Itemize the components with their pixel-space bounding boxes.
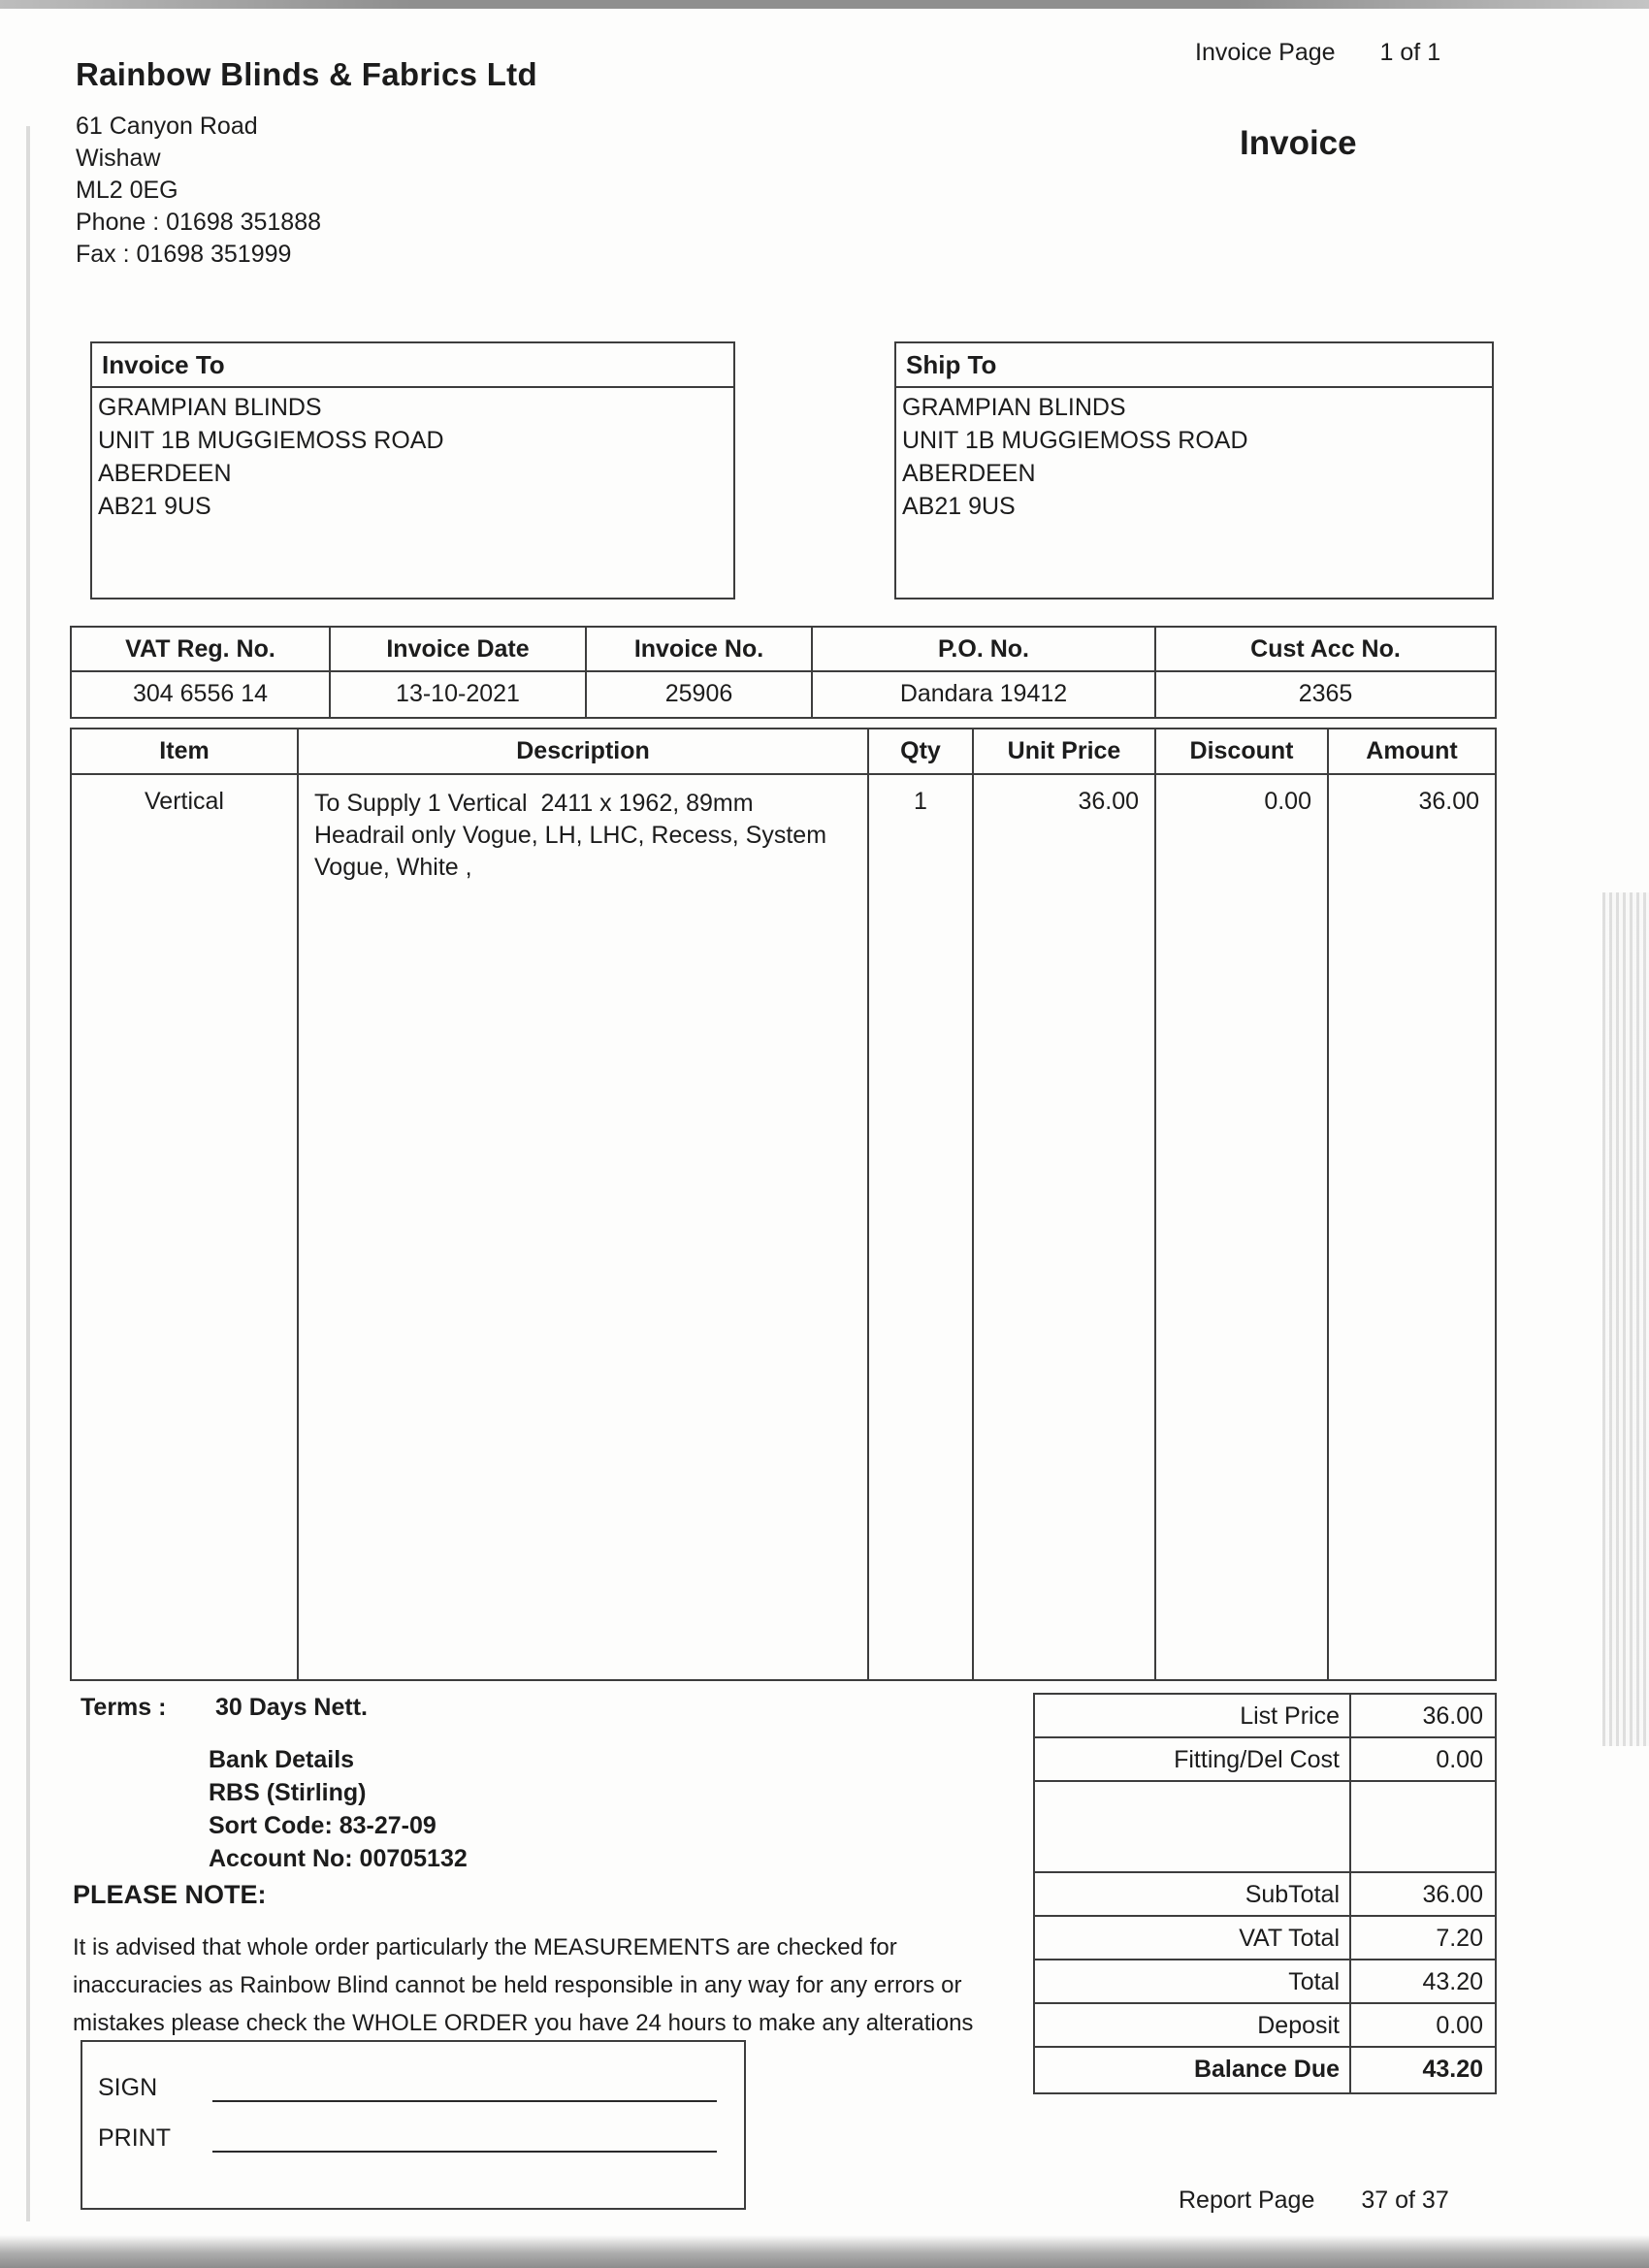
totals-row-balance-due [1035,2048,1495,2092]
info-table-value-row [72,672,1495,717]
info-value-invoice-no: 25906 [587,672,813,717]
totals-spacer-value [1351,1782,1495,1871]
totals-row-vat-total [1035,1917,1495,1960]
print-line [212,2122,717,2153]
info-table-header-row [72,628,1495,672]
report-page-value: 37 of 37 [1361,2187,1449,2214]
totals-label: Balance Due [1035,2048,1351,2092]
info-header-cust-acc: Cust Acc No. [1250,635,1401,663]
company-address-line: ML2 0EG [76,177,178,204]
items-table [70,728,1497,1681]
sign-row [98,2071,717,2102]
print-row [98,2122,717,2153]
invoice-info-table [70,626,1497,719]
company-fax: Fax : 01698 351999 [76,241,292,268]
scan-artifact-left [26,126,30,2221]
sign-label: SIGN [98,2074,158,2101]
item-cell-amount: 36.00 [1418,788,1479,815]
note-line: mistakes please check the WHOLE ORDER you have 24 hours to make any alterations [73,2010,974,2036]
description-line: To Supply 1 Vertical 2411 x 1962, 89mm [314,790,754,817]
totals-label: SubTotal [1035,1873,1351,1915]
address-line: ABERDEEN [98,460,232,487]
totals-row-list-price [1035,1695,1495,1738]
company-name: Rainbow Blinds & Fabrics Ltd [76,56,537,92]
invoice-page-indicator [1195,39,1440,67]
document-title: Invoice [1240,124,1357,162]
item-cell-unit-price: 36.00 [974,775,1156,1679]
totals-value: 0.00 [1436,2012,1483,2039]
terms-label: Terms : [81,1694,167,1721]
note-title: PLEASE NOTE: [73,1880,267,1909]
address-line: ABERDEEN [902,460,1036,487]
invoice-to-address [92,388,733,523]
items-header-amount: Amount [1366,737,1458,764]
description-line: Headrail only Vogue, LH, LHC, Recess, System [314,822,827,849]
address-line: GRAMPIAN BLINDS [98,394,322,421]
info-header-invoice-no: Invoice No. [587,628,813,670]
note-body [73,1928,973,2042]
info-header-invoice-date: Invoice Date [331,628,587,670]
address-line: UNIT 1B MUGGIEMOSS ROAD [902,427,1248,454]
ship-to-address [896,388,1492,523]
totals-box [1033,1693,1497,2094]
invoice-to-label: Invoice To [92,343,733,388]
report-page-indicator [1179,2187,1449,2215]
invoice-to-box [90,341,735,599]
totals-label: Fitting/Del Cost [1035,1738,1351,1780]
ship-to-box [894,341,1494,599]
item-cell-qty: 1 [869,775,974,1679]
company-header [76,56,537,271]
item-cell-description [299,775,869,1679]
info-value-cust-acc: 2365 [1298,680,1353,707]
signature-box [81,2040,746,2210]
totals-row-subtotal [1035,1873,1495,1917]
report-page-label: Report Page [1179,2187,1315,2214]
info-header-vat-reg: VAT Reg. No. [72,628,331,670]
bank-detail-line: Account No: 00705132 [209,1845,468,1872]
totals-row-deposit [1035,2004,1495,2048]
company-address-line: 61 Canyon Road [76,113,258,140]
invoice-page-value: 1 of 1 [1379,39,1441,66]
ship-to-label: Ship To [896,343,1492,388]
bank-detail-line: Sort Code: 83-27-09 [209,1812,436,1839]
info-value-po-no: Dandara 19412 [813,672,1156,717]
address-line: GRAMPIAN BLINDS [902,394,1126,421]
totals-label: Deposit [1035,2004,1351,2046]
item-cell-discount: 0.00 [1156,775,1329,1679]
description-line: Vogue, White , [314,854,472,881]
address-line: AB21 9US [98,493,211,520]
sign-line [212,2071,717,2102]
totals-value: 7.20 [1436,1925,1483,1952]
info-value-vat-reg: 304 6556 14 [72,672,331,717]
items-header-qty: Qty [869,729,974,773]
note-line: inaccuracies as Rainbow Blind cannot be held responsible in any way for any errors or [73,1972,962,1998]
company-phone: Phone : 01698 351888 [76,209,322,236]
totals-spacer-label [1035,1782,1351,1871]
totals-value: 0.00 [1436,1746,1483,1773]
bank-details [209,1743,468,1875]
totals-row-total [1035,1960,1495,2004]
totals-row-fitting-del-cost [1035,1738,1495,1782]
items-header-unit-price: Unit Price [974,729,1156,773]
totals-label: List Price [1035,1695,1351,1736]
totals-label: Total [1035,1960,1351,2002]
totals-label: VAT Total [1035,1917,1351,1959]
totals-value: 43.20 [1422,1968,1483,1995]
item-cell-item: Vertical [72,775,299,1679]
info-value-invoice-date: 13-10-2021 [331,672,587,717]
note-line: It is advised that whole order particularly the MEASUREMENTS are checked for [73,1934,897,1960]
items-header-discount: Discount [1156,729,1329,773]
totals-spacer-row [1035,1782,1495,1873]
totals-value: 36.00 [1422,1881,1483,1908]
terms-value: 30 Days Nett. [214,1694,368,1721]
scan-artifact-bottom [0,2235,1649,2268]
company-address-line: Wishaw [76,145,161,172]
invoice-page-label: Invoice Page [1195,39,1336,66]
items-header-item: Item [72,729,299,773]
scan-artifact-top [0,0,1649,9]
address-line: AB21 9US [902,493,1016,520]
print-label: PRINT [98,2124,171,2152]
bank-detail-line: RBS (Stirling) [209,1779,367,1806]
items-table-body [72,775,1495,1679]
totals-value: 36.00 [1422,1702,1483,1730]
terms-section [81,1694,368,1722]
bank-detail-line: Bank Details [209,1746,355,1773]
address-line: UNIT 1B MUGGIEMOSS ROAD [98,427,444,454]
scan-artifact-right [1602,892,1649,1746]
items-table-header-row [72,729,1495,775]
items-header-description: Description [299,729,869,773]
info-header-po-no: P.O. No. [813,628,1156,670]
totals-value: 43.20 [1422,2056,1483,2083]
